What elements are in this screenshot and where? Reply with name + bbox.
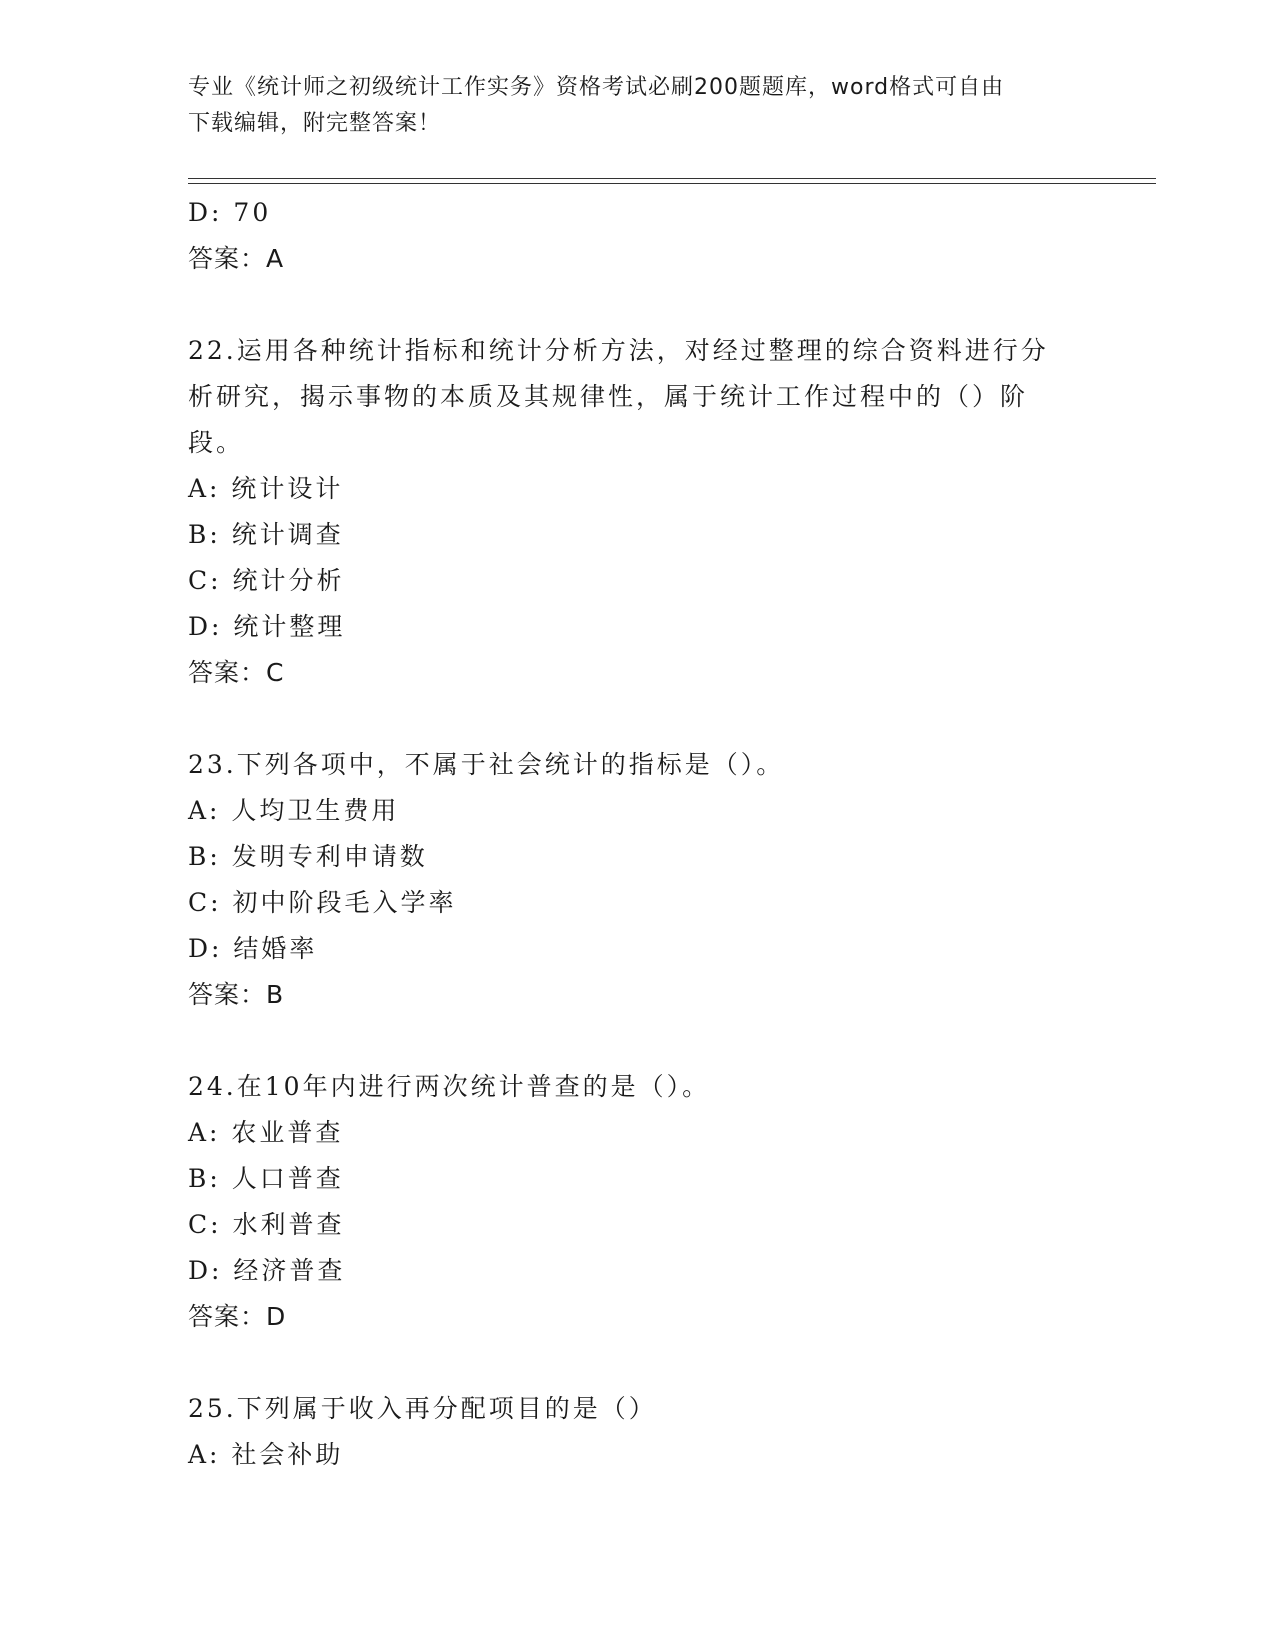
document-body	[188, 190, 1088, 1478]
answer: 答案：C	[188, 658, 285, 687]
header-line-1: 专业《统计师之初级统计工作实务》资格考试必刷200题题库，word格式可自由	[188, 75, 1005, 100]
answer: 答案：D	[188, 1302, 287, 1331]
option-b: B: 统计调查	[188, 520, 344, 549]
prev-answer: 答案：A	[188, 244, 285, 273]
prev-option-d: D: 70	[188, 198, 272, 227]
question-25	[188, 1386, 1088, 1478]
question-23	[188, 742, 1088, 1018]
question-text-line: 24.在10年内进行两次统计普查的是（）。	[188, 1072, 711, 1101]
option-c: C: 水利普查	[188, 1210, 345, 1239]
spacer	[188, 282, 1088, 328]
spacer	[188, 1018, 1088, 1064]
question-24	[188, 1064, 1088, 1340]
question-text-line: 25.下列属于收入再分配项目的是（）	[188, 1394, 657, 1423]
question-text-line: 析研究，揭示事物的本质及其规律性，属于统计工作过程中的（）阶	[188, 382, 1029, 411]
option-a: A: 统计设计	[188, 474, 344, 503]
option-b: B: 发明专利申请数	[188, 842, 428, 871]
question-22	[188, 328, 1088, 696]
option-d: D: 结婚率	[188, 934, 318, 963]
option-c: C: 初中阶段毛入学率	[188, 888, 457, 917]
spacer	[188, 1340, 1088, 1386]
question-text-line: 22.运用各种统计指标和统计分析方法，对经过整理的综合资料进行分	[188, 336, 1049, 365]
page-header	[188, 70, 1068, 142]
spacer	[188, 696, 1088, 742]
option-b: B: 人口普查	[188, 1164, 344, 1193]
option-d: D: 经济普查	[188, 1256, 346, 1285]
option-c: C: 统计分析	[188, 566, 345, 595]
header-line-2: 下载编辑，附完整答案！	[188, 111, 442, 136]
option-d: D: 统计整理	[188, 612, 346, 641]
option-a: A: 人均卫生费用	[188, 796, 400, 825]
option-a: A: 农业普查	[188, 1118, 344, 1147]
header-divider-bottom	[188, 183, 1156, 184]
question-text-line: 23.下列各项中，不属于社会统计的指标是（）。	[188, 750, 785, 779]
question-text-line: 段。	[188, 428, 245, 457]
header-divider-top	[188, 178, 1156, 179]
answer: 答案：B	[188, 980, 285, 1009]
option-a: A: 社会补助	[188, 1440, 344, 1469]
